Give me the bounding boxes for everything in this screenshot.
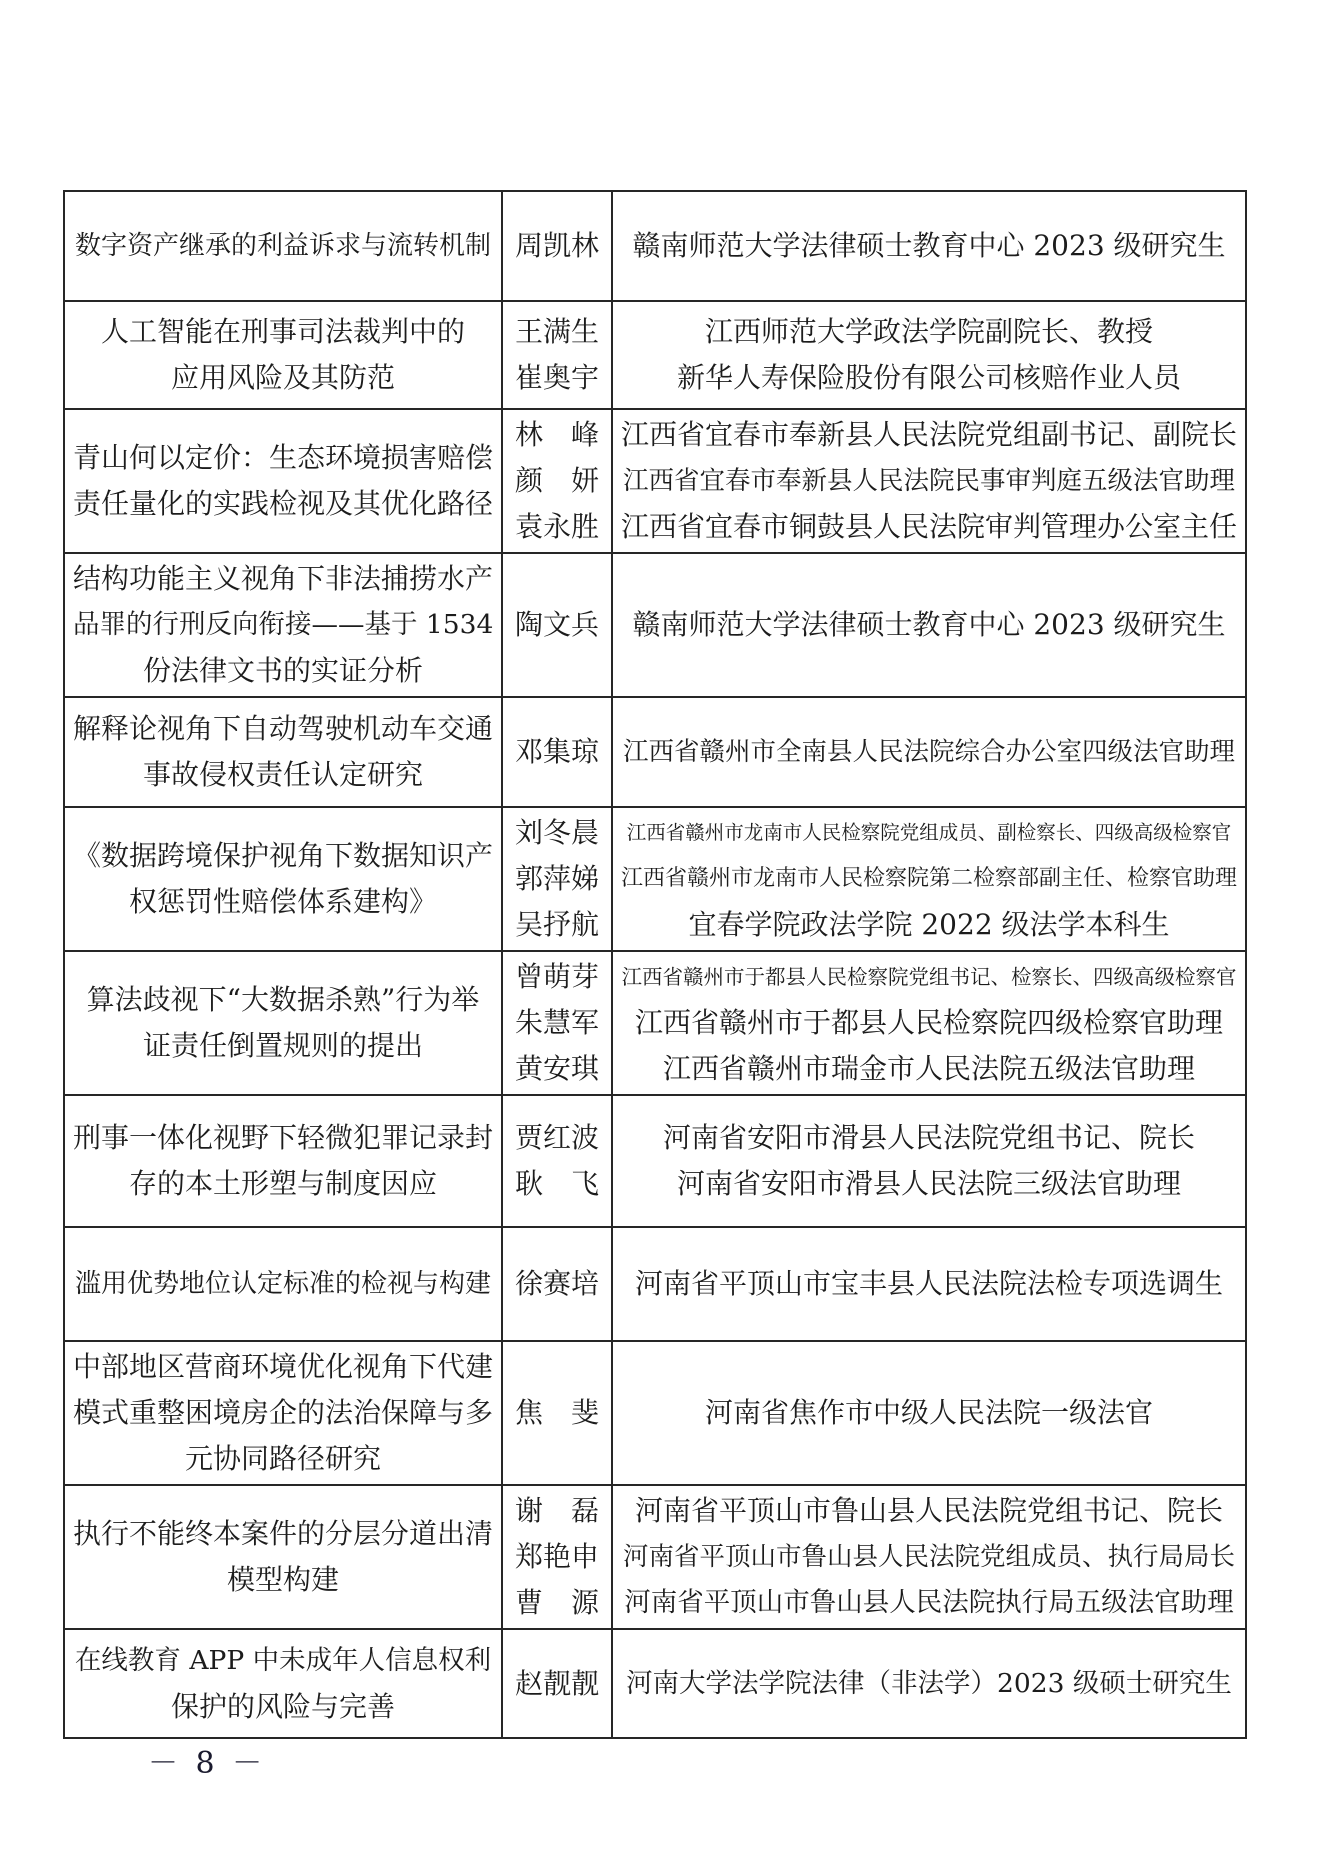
table-row bbox=[64, 697, 1246, 807]
authors-line: 贾红波 bbox=[514, 1121, 599, 1154]
paper-title-cell bbox=[64, 1629, 502, 1738]
affiliation-line: 新华人寿保险股份有限公司核赔作业人员 bbox=[676, 361, 1181, 394]
title-line: 应用风险及其防范 bbox=[170, 361, 395, 394]
paper-affiliation-cell bbox=[612, 951, 1246, 1095]
paper-authors-cell bbox=[502, 697, 612, 807]
authors-line: 赵靓靓 bbox=[514, 1666, 599, 1700]
table-row bbox=[64, 301, 1246, 409]
authors-line: 耿 飞 bbox=[514, 1167, 599, 1200]
authors-line: 陶文兵 bbox=[514, 608, 599, 641]
title-line: 事故侵权责任认定研究 bbox=[142, 758, 423, 791]
paper-title-cell bbox=[64, 951, 502, 1095]
papers-table-body bbox=[64, 191, 1246, 1738]
paper-affiliation-cell bbox=[612, 1629, 1246, 1738]
affiliation-line: 河南省平顶山市鲁山县人民法院党组书记、院长 bbox=[634, 1494, 1223, 1527]
affiliation-line: 河南省焦作市中级人民法院一级法官 bbox=[704, 1396, 1153, 1429]
paper-authors-cell bbox=[502, 1341, 612, 1485]
authors-line: 朱慧军 bbox=[514, 1006, 599, 1039]
affiliation-line: 江西省赣州市龙南市人民检察院党组成员、副检察长、四级高级检察官 bbox=[626, 821, 1232, 844]
title-line: 权惩罚性赔偿体系建构》 bbox=[128, 885, 437, 918]
authors-line: 袁永胜 bbox=[514, 510, 599, 543]
affiliation-line: 河南大学法学院法律（非法学）2023 级硕士研究生 bbox=[626, 1667, 1232, 1699]
affiliation-line: 江西师范大学政法学院副院长、教授 bbox=[704, 315, 1153, 348]
paper-authors-cell bbox=[502, 301, 612, 409]
authors-line: 刘冬晨 bbox=[514, 816, 599, 849]
paper-title-cell bbox=[64, 1485, 502, 1629]
table-row bbox=[64, 191, 1246, 301]
table-row bbox=[64, 807, 1246, 951]
affiliation-line: 河南省安阳市滑县人民法院三级法官助理 bbox=[676, 1167, 1181, 1200]
table-row bbox=[64, 553, 1246, 697]
paper-title-cell bbox=[64, 301, 502, 409]
paper-authors-cell bbox=[502, 807, 612, 951]
title-line: 滥用优势地位认定标准的检视与构建 bbox=[74, 1269, 491, 1299]
paper-title-cell bbox=[64, 191, 502, 301]
paper-affiliation-cell bbox=[612, 301, 1246, 409]
paper-affiliation-cell bbox=[612, 697, 1246, 807]
affiliation-line: 河南省平顶山市宝丰县人民法院法检专项选调生 bbox=[634, 1267, 1223, 1300]
paper-affiliation-cell bbox=[612, 1485, 1246, 1629]
title-line: 保护的风险与完善 bbox=[170, 1689, 395, 1723]
title-line: 模式重整困境房企的法治保障与多 bbox=[73, 1396, 493, 1429]
affiliation-line: 江西省宜春市奉新县人民法院党组副书记、副院长 bbox=[621, 418, 1237, 451]
affiliation-line: 河南省平顶山市鲁山县人民法院党组成员、执行局局长 bbox=[622, 1542, 1235, 1572]
paper-authors-cell bbox=[502, 1629, 612, 1738]
paper-title-cell bbox=[64, 409, 502, 553]
title-line: 数字资产继承的利益诉求与流转机制 bbox=[74, 231, 491, 261]
title-line: 元协同路径研究 bbox=[184, 1442, 381, 1475]
affiliation-line: 赣南师范大学法律硕士教育中心 2023 级研究生 bbox=[632, 229, 1226, 262]
paper-authors-cell bbox=[502, 409, 612, 553]
affiliation-line: 江西省赣州市瑞金市人民法院五级法官助理 bbox=[662, 1052, 1195, 1085]
authors-line: 邓集琼 bbox=[514, 735, 599, 768]
title-line: 解释论视角下自动驾驶机动车交通 bbox=[73, 712, 493, 745]
authors-line: 曹 源 bbox=[514, 1586, 599, 1619]
paper-affiliation-cell bbox=[612, 1095, 1246, 1227]
authors-line: 郑艳申 bbox=[514, 1540, 599, 1573]
authors-line: 林 峰 bbox=[514, 418, 599, 451]
title-line: 份法律文书的实证分析 bbox=[142, 654, 423, 687]
page-number: － 8 － bbox=[148, 1746, 267, 1781]
paper-title-cell bbox=[64, 697, 502, 807]
table-row bbox=[64, 1227, 1246, 1341]
paper-affiliation-cell bbox=[612, 1227, 1246, 1341]
affiliation-line: 江西省宜春市奉新县人民法院民事审判庭五级法官助理 bbox=[622, 466, 1235, 496]
table-row bbox=[64, 1629, 1246, 1738]
title-line: 算法歧视下“大数据杀熟”行为举 bbox=[86, 983, 480, 1016]
affiliation-line: 赣南师范大学法律硕士教育中心 2023 级研究生 bbox=[632, 608, 1226, 641]
title-line: 执行不能终本案件的分层分道出清 bbox=[73, 1517, 493, 1550]
paper-affiliation-cell bbox=[612, 409, 1246, 553]
title-line: 在线教育 APP 中未成年人信息权利 bbox=[74, 1644, 492, 1676]
paper-authors-cell bbox=[502, 1095, 612, 1227]
title-line: 证责任倒置规则的提出 bbox=[142, 1029, 423, 1062]
title-line: 存的本土形塑与制度因应 bbox=[128, 1167, 437, 1200]
title-line: 结构功能主义视角下非法捕捞水产 bbox=[73, 562, 493, 595]
title-line: 青山何以定价：生态环境损害赔偿 bbox=[73, 441, 493, 474]
title-line: 品罪的行刑反向衔接——基于 1534 bbox=[73, 609, 493, 640]
paper-title-cell bbox=[64, 1227, 502, 1341]
paper-authors-cell bbox=[502, 1227, 612, 1341]
paper-affiliation-cell bbox=[612, 1341, 1246, 1485]
authors-line: 曾萌芽 bbox=[514, 960, 599, 993]
title-line: 人工智能在刑事司法裁判中的 bbox=[100, 315, 465, 348]
affiliation-line: 江西省赣州市全南县人民法院综合办公室四级法官助理 bbox=[622, 737, 1235, 767]
paper-affiliation-cell bbox=[612, 807, 1246, 951]
affiliation-line: 江西省赣州市于都县人民检察院党组书记、检察长、四级高级检察官 bbox=[621, 965, 1237, 989]
paper-authors-cell bbox=[502, 951, 612, 1095]
affiliation-line: 宜春学院政法学院 2022 级法学本科生 bbox=[688, 908, 1170, 941]
authors-line: 吴抒航 bbox=[514, 908, 599, 941]
authors-line: 颜 妍 bbox=[514, 464, 599, 497]
authors-line: 崔奥宇 bbox=[514, 361, 599, 394]
affiliation-line: 江西省赣州市于都县人民检察院四级检察官助理 bbox=[634, 1006, 1223, 1039]
paper-title-cell bbox=[64, 807, 502, 951]
table-row bbox=[64, 409, 1246, 553]
affiliation-line: 河南省平顶山市鲁山县人民法院执行局五级法官助理 bbox=[624, 1587, 1234, 1618]
affiliation-line: 江西省宜春市铜鼓县人民法院审判管理办公室主任 bbox=[621, 510, 1237, 543]
title-line: 责任量化的实践检视及其优化路径 bbox=[73, 487, 493, 520]
authors-line: 黄安琪 bbox=[514, 1052, 599, 1085]
title-line: 《数据跨境保护视角下数据知识产 bbox=[73, 839, 493, 872]
authors-line: 焦 斐 bbox=[514, 1396, 599, 1429]
authors-line: 郭萍娣 bbox=[514, 862, 599, 895]
paper-authors-cell bbox=[502, 553, 612, 697]
title-line: 刑事一体化视野下轻微犯罪记录封 bbox=[73, 1121, 493, 1154]
affiliation-line: 江西省赣州市龙南市人民检察院第二检察部副主任、检察官助理 bbox=[621, 866, 1237, 891]
paper-affiliation-cell bbox=[612, 553, 1246, 697]
authors-line: 周凯林 bbox=[514, 229, 599, 262]
papers-table bbox=[63, 190, 1247, 1739]
table-row bbox=[64, 1485, 1246, 1629]
authors-line: 谢 磊 bbox=[514, 1494, 599, 1527]
title-line: 模型构建 bbox=[226, 1563, 339, 1596]
paper-affiliation-cell bbox=[612, 191, 1246, 301]
table-row bbox=[64, 1341, 1246, 1485]
paper-title-cell bbox=[64, 1095, 502, 1227]
table-row bbox=[64, 951, 1246, 1095]
affiliation-line: 河南省安阳市滑县人民法院党组书记、院长 bbox=[662, 1121, 1195, 1154]
authors-line: 徐赛培 bbox=[514, 1267, 599, 1300]
paper-title-cell bbox=[64, 553, 502, 697]
paper-authors-cell bbox=[502, 191, 612, 301]
title-line: 中部地区营商环境优化视角下代建 bbox=[73, 1350, 493, 1383]
paper-authors-cell bbox=[502, 1485, 612, 1629]
paper-title-cell bbox=[64, 1341, 502, 1485]
authors-line: 王满生 bbox=[514, 315, 599, 348]
table-row bbox=[64, 1095, 1246, 1227]
